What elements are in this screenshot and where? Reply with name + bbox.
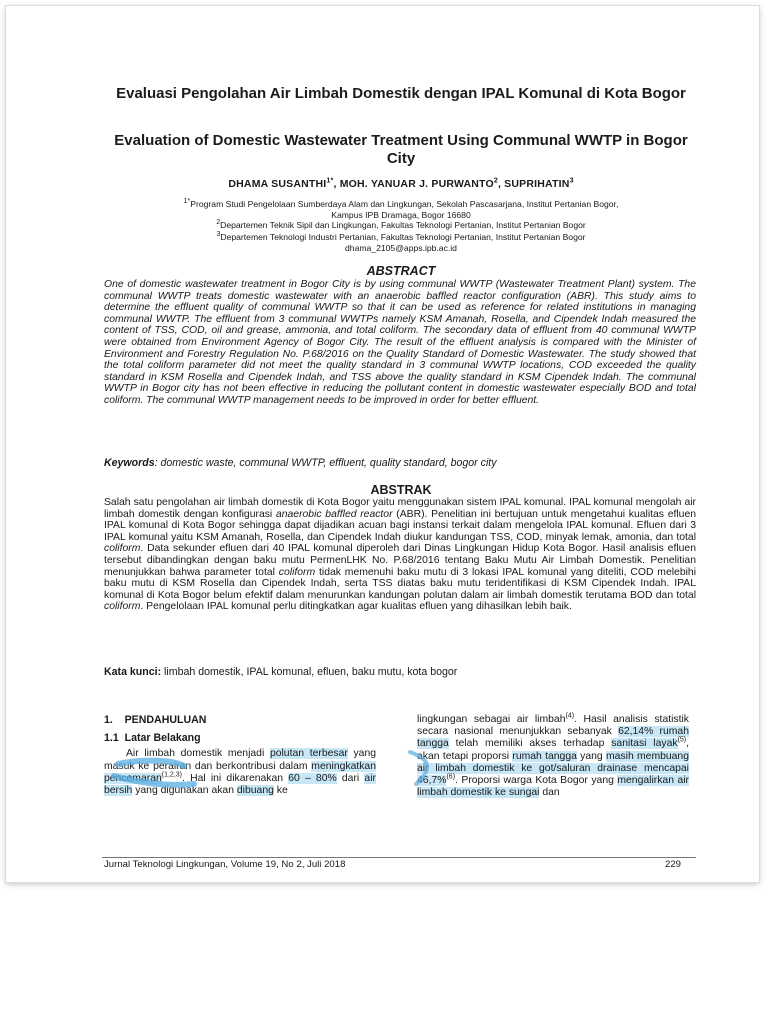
- highlight-1: polutan terbesar: [269, 748, 348, 760]
- highlight-10: mengalirkan air limbah domestik ke sungai: [417, 775, 689, 799]
- abstrak-heading: ABSTRAK: [370, 483, 432, 497]
- affiliation-3-text: Departemen Teknologi Industri Pertanian, Fakultas Teknologi Pertanian, Institut Pertanian Bogor: [220, 232, 586, 242]
- abstract-heading: ABSTRACT: [366, 264, 436, 278]
- keywords-list: : domestic waste, communal WWTP, effluent, quality standard, bogor city: [154, 457, 497, 469]
- kata-kunci-label: Kata kunci:: [104, 666, 162, 678]
- abstract-text: One of domestic wastewater treatment in Bogor City is by using communal WWTP (Wastewater Treatment Plant) system. The communal WWTP treats domestic wastewater with an anaerobic baffled reactor configuration (ABR). This study aims to determine the effluent quality of communal WWTP so that it can be used as reference for related institutions in managing communal WWTP. The effluent from 3 communal WWTPs namely KSM Amanah, Rosella, and Cipendek Indah measured the content of TSS, COD, oil and grease, ammonia, and total coliform. The secondary data of effluent from 40 communal WWTP were obtained from Environment Agency of Bogor City. The result of the effluent analysis is compared with the Minister of Environment and Forestry Regulation No. P.68/2016 on the Quality Standard of Domestic Wastewater. The study showed that the total coliform parameter did not meet the quality standard in 3 communal WWTP locations, COD exceeded the quality standard in KSM Rosella and Cipendek Indah, and TSS above the quality standard in KSM Cipendek Indah. The communal WWTP in Bogor city has not been effective in reducing the pollutant content in domestic wastewater especially BOD and total coliform. The communal WWTP management needs to be improved in order for better effluent.: [104, 279, 696, 406]
- author-2: , MOH. YANUAR J. PURWANTO: [333, 178, 494, 190]
- author-3-sup: 3: [569, 177, 574, 185]
- author-email: dhama_2105@apps.ipb.ac.id: [345, 242, 457, 253]
- pen-annotation-strokes: [6, 6, 759, 882]
- affiliation-3-sup: 3: [216, 231, 221, 239]
- pen-stroke-right: [410, 752, 427, 784]
- highlight-9: masih membuang air limbah domestik ke got/saluran drainase mencapai 46,7%: [417, 750, 689, 787]
- keywords-label: Keywords: [104, 457, 155, 469]
- author-3: , SUPRIHATIN: [497, 178, 570, 190]
- intro-paragraph: Air limbah domestik menjadi polutan terbesar yang masuk ke perairan dan berkontribusi dalam meningkatkan pencemaran$^{(1,2,3)}$. Hal ini dikarenakan 60 – 80% dari air bersih yang digunakan akan dibuang ke: [104, 748, 377, 797]
- author-1-sup: 1*: [326, 177, 334, 185]
- highlight-8: rumah tangga: [512, 750, 577, 762]
- affiliation-2-sup: 2: [216, 219, 221, 227]
- intro-paragraph-continued: lingkungan sebagai air limbah$^{(4)}$. Hasil analisis statistik secara nasional menunjukkan sebanyak 62,14% rumah tangga telah memiliki akses terhadap sanitasi layak$^{(5)}$, akan tetapi proporsi rumah tangga yang masih membuang air limbah domestik ke got/saluran drainase mencapai 46,7%$^{(6)}$. Proporsi warga Kota Bogor yang mengalirkan air limbah domestik ke sungai dan: [417, 712, 690, 799]
- abstrak-text: Salah satu pengolahan air limbah domestik di Kota Bogor yaitu menggunakan sistem IPAL komunal. IPAL komunal mengolah air limbah domestik dengan konfigurasi anaerobic baffled reactor (ABR). Penelitian ini bertujuan untuk mengetahui kualitas efluen IPAL komunal di Kota Bogor sehingga dapat dijadikan acuan bagi instansi terkait dalam mengelola IPAL komunal. Efluen dari 3 IPAL komunal yaitu KSM Amanah, Rosella, dan Cipendek Indah diukur kandungan TSS, COD, minyak lemak, amonia, dan total coliform. Data sekunder efluen dari 40 IPAL komunal diperoleh dari Dinas Lingkungan Hidup Kota Bogor. Hasil analisis efluen tersebut dibandingkan dengan baku mutu PermenLHK No. P.68/2016 tentang Baku Mutu Air Limbah Domestik. Penelitian menunjukkan bahwa parameter total coliform tidak memenuhi baku mutu di 3 lokasi IPAL komunal yang diteliti, COD melebihi baku mutu di KSM Rosella dan Cipendek Indah, serta TSS diatas baku mutu teridentifikasi di KSM Cipendek Indah. IPAL komunal di Kota Bogor belum efektif dalam menurunkan kandungan polutan dalam air limbah domestik terutama BOD dan total coliform. Pengelolaan IPAL komunal perlu ditingkatkan agar kualitas efluen yang dihasilkan lebih baik.: [104, 497, 697, 613]
- footer-page-number: 229: [664, 859, 681, 870]
- paper-page: [6, 6, 759, 882]
- author-2-sup: 2: [493, 177, 498, 185]
- highlight-6: 62,14% rumah tangga: [417, 726, 689, 750]
- highlight-2: meningkatkan pencemaran: [104, 760, 376, 784]
- author-1: DHAMA SUSANTHI: [228, 178, 327, 190]
- highlight-5: dibuang: [236, 785, 274, 797]
- footer-rule: [102, 857, 696, 858]
- title-english: Evaluation of Domestic Wastewater Treatment Using Communal WWTP in Bogor City: [114, 132, 688, 167]
- subsection-heading-latar-belakang: 1.1 Latar Belakang: [104, 732, 201, 745]
- highlight-4: air bersih: [104, 772, 376, 797]
- affiliation-1-address: Kampus IPB Dramaga, Bogor 16680: [331, 209, 471, 220]
- pen-stroke-left: [114, 761, 194, 785]
- highlight-7: sanitasi layak: [611, 738, 678, 750]
- highlight-3: 60 – 80%: [288, 772, 337, 784]
- kata-kunci-list: limbah domestik, IPAL komunal, efluen, baku mutu, kota bogor: [161, 666, 458, 678]
- affiliation-2-text: Departemen Teknik Sipil dan Lingkungan, Fakultas Teknologi Pertanian, Institut Pertanian Bogor: [220, 220, 586, 230]
- affiliation-1-text: Program Studi Pengelolaan Sumberdaya Alam dan Lingkungan, Sekolah Pascasarjana, Institut Pertanian Bogor,: [190, 199, 619, 209]
- section-heading-pendahuluan: 1. PENDAHULUAN: [104, 714, 207, 726]
- affiliation-1-sup: 1*: [183, 198, 191, 206]
- title-indonesian: Evaluasi Pengolahan Air Limbah Domestik dengan IPAL Komunal di Kota Bogor: [116, 85, 686, 102]
- footer-journal: Jurnal Teknologi Lingkungan, Volume 19, No 2, Juli 2018: [104, 859, 346, 870]
